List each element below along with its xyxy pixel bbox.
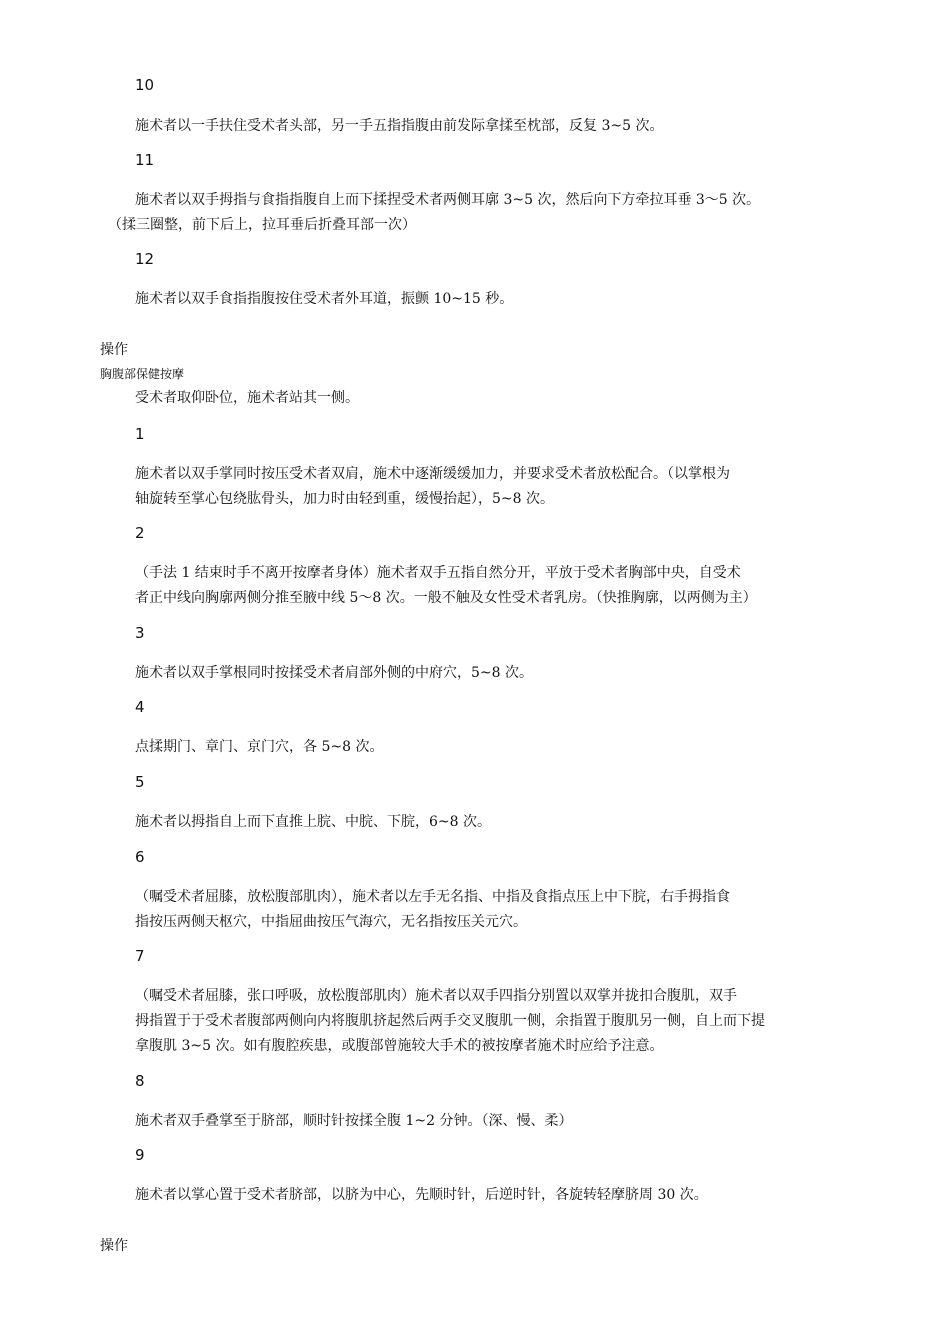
step-text: 施术者以双手食指指腹按住受术者外耳道，振颤 10~15 秒。 [135, 291, 514, 307]
step-text: 施术者以双手掌根同时按揉受术者肩部外侧的中府穴，5~8 次。 [135, 665, 533, 681]
step-number: 6 [135, 848, 145, 866]
step-text: 施术者以拇指自上而下直推上脘、中脘、下脘，6~8 次。 [135, 814, 491, 830]
section-intro: 受术者取仰卧位，施术者站其一侧。 [135, 390, 359, 406]
step-text: 拇指置于于受术者腹部两侧向内将腹肌挤起然后两手交叉腹肌一侧，余指置于腹肌另一侧，自上而下提 [135, 1013, 765, 1029]
section-heading: 操作 [100, 342, 128, 358]
step-text: 施术者以双手掌同时按压受术者双肩，施术中逐渐缓缓加力，并要求受术者放松配合。（以掌根为 [135, 466, 730, 482]
section-title: 胸腹部保健按摩 [100, 367, 185, 381]
step-number: 2 [135, 524, 145, 542]
step-text: 点揉期门、章门、京门穴，各 5~8 次。 [135, 739, 384, 755]
footer-heading: 操作 [100, 1238, 128, 1254]
step-text: （嘱受术者屈膝，放松腹部肌肉），施术者以左手无名指、中指及食指点压上中下脘，右手拇指食 [135, 889, 730, 905]
step-text: 指按压两侧天枢穴，中指屈曲按压气海穴，无名指按压关元穴。 [135, 914, 527, 930]
step-text: （嘱受术者屈膝，张口呼吸，放松腹部肌肉）施术者以双手四指分别置以双掌并拢扣合腹肌，双手 [135, 988, 737, 1004]
step-number: 8 [135, 1072, 145, 1090]
step-text: （揉三圈整，前下后上，拉耳垂后折叠耳部一次） [108, 217, 416, 233]
step-number: 12 [135, 250, 155, 268]
step-text: （手法 1 结束时手不离开按摩者身体）施术者双手五指自然分开，平放于受术者胸部中央，自受术 [135, 565, 741, 581]
step-text: 施术者以双手拇指与食指指腹自上而下揉捏受术者两侧耳廓 3~5 次，然后向下方牵拉耳垂 3～5 次。 [135, 192, 761, 208]
step-text: 轴旋转至掌心包绕肱骨头，加力时由轻到重，缓慢抬起），5~8 次。 [135, 491, 554, 507]
step-number: 4 [135, 698, 145, 716]
step-text: 拿腹肌 3~5 次。如有腹腔疾患，或腹部曾施较大手术的被按摩者施术时应给予注意。 [135, 1038, 664, 1054]
step-number: 3 [135, 624, 145, 642]
step-number: 1 [135, 425, 145, 443]
step-text: 施术者双手叠掌至于脐部，顺时针按揉全腹 1~2 分钟。（深、慢、柔） [135, 1113, 573, 1129]
step-text: 施术者以一手扶住受术者头部，另一手五指指腹由前发际拿揉至枕部，反复 3~5 次。 [135, 118, 664, 134]
step-number: 10 [135, 76, 155, 94]
step-text: 者正中线向胸廓两侧分推至腋中线 5～8 次。一般不触及女性受术者乳房。（快推胸廓，以两侧为主） [135, 590, 757, 606]
step-number: 7 [135, 947, 145, 965]
step-number: 11 [135, 151, 155, 169]
step-number: 9 [135, 1146, 145, 1164]
step-text: 施术者以掌心置于受术者脐部，以脐为中心，先顺时针，后逆时针，各旋转轻摩脐周 30 次。 [135, 1187, 708, 1203]
step-number: 5 [135, 773, 145, 791]
